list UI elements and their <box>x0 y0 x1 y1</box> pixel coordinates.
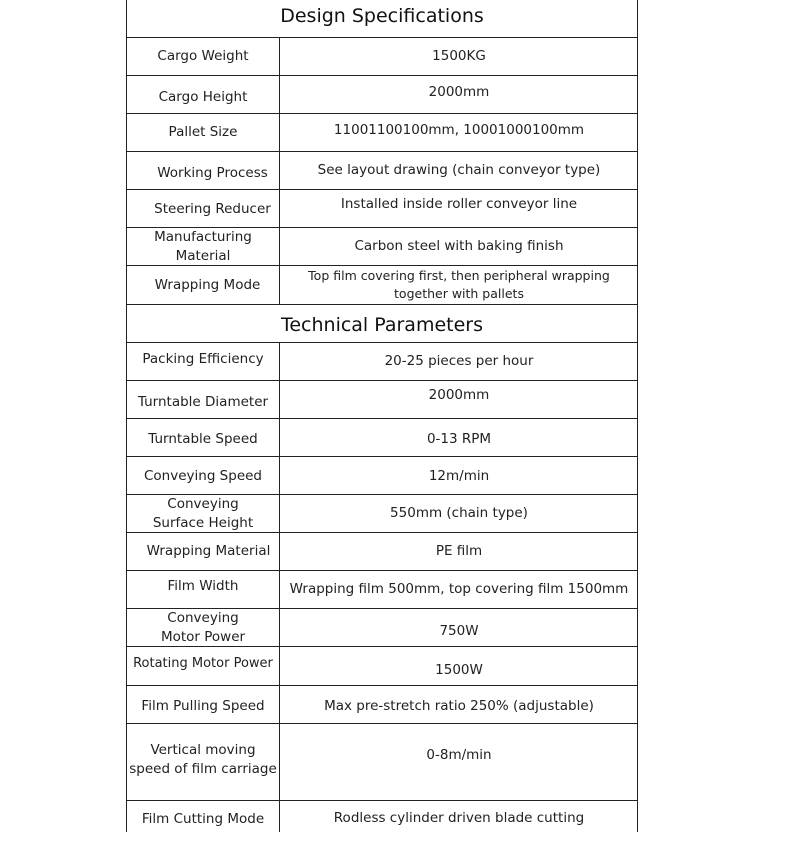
row-label-packing-efficiency: Packing Efficiency <box>142 351 264 367</box>
row-value-film-pulling-speed: Max pre-stretch ratio 250% (adjustable) <box>324 698 594 714</box>
row-value-film-width: Wrapping film 500mm, top covering film 1500mm <box>289 581 629 597</box>
row-value-cargo-height: 2000mm <box>428 84 490 100</box>
row-label-cargo-height: Cargo Height <box>158 89 248 105</box>
row-value-conveying-motor-power: 750W <box>439 623 479 639</box>
specifications-sheet <box>126 0 638 832</box>
row-label-conveying-motor-power: Conveying Motor Power <box>160 609 246 645</box>
row-value-manufacturing-material: Carbon steel with baking finish <box>354 238 564 254</box>
row-value-wrapping-material: PE film <box>435 543 483 559</box>
row-label-turntable-diameter: Turntable Diameter <box>137 394 269 410</box>
row-value-wrapping-mode: Top film covering first, then peripheral wrapping together with pallets <box>308 268 610 301</box>
row-label-steering-reducer: Steering Reducer <box>154 201 271 217</box>
row-label-film-cutting-mode: Film Cutting Mode <box>141 811 265 827</box>
row-label-working-process: Working Process <box>157 165 268 181</box>
row-label-manufacturing-material: Manufacturing Material <box>154 228 252 264</box>
row-value-turntable-diameter: 2000mm <box>428 387 490 403</box>
row-label-conveying-surface-height: Conveying Surface Height <box>152 495 254 531</box>
row-value-working-process: See layout drawing (chain conveyor type) <box>317 162 601 178</box>
row-label-wrapping-mode: Wrapping Mode <box>154 276 261 293</box>
row-label-rotating-motor-power: Rotating Motor Power <box>133 655 273 671</box>
row-value-film-cutting-mode: Rodless cylinder driven blade cutting <box>333 810 585 826</box>
row-label-vertical-moving-speed: Vertical moving speed of film carriage <box>129 742 277 777</box>
row-value-conveying-speed: 12m/min <box>428 468 490 484</box>
row-value-vertical-moving-speed: 0-8m/min <box>426 746 492 763</box>
table-rule <box>127 304 637 305</box>
row-value-turntable-speed: 0-13 RPM <box>426 431 492 447</box>
row-label-film-width: Film Width <box>167 578 239 594</box>
design-specifications-title: Design Specifications <box>280 5 484 27</box>
technical-parameters-title: Technical Parameters <box>280 314 484 336</box>
row-value-cargo-weight: 1500KG <box>432 48 486 64</box>
row-value-conveying-surface-height: 550mm (chain type) <box>390 505 528 521</box>
row-label-conveying-speed: Conveying Speed <box>143 468 262 484</box>
row-value-packing-efficiency: 20-25 pieces per hour <box>384 353 534 369</box>
row-label-pallet-size: Pallet Size <box>168 124 238 140</box>
row-value-pallet-size: 11001100100mm, 10001000100mm <box>333 122 585 138</box>
row-label-cargo-weight: Cargo Weight <box>157 48 249 64</box>
row-value-steering-reducer: Installed inside roller conveyor line <box>340 196 578 212</box>
row-label-turntable-speed: Turntable Speed <box>148 431 258 447</box>
row-value-rotating-motor-power: 1500W <box>435 661 483 678</box>
row-label-film-pulling-speed: Film Pulling Speed <box>141 698 265 714</box>
row-label-wrapping-material: Wrapping Material <box>146 543 271 559</box>
